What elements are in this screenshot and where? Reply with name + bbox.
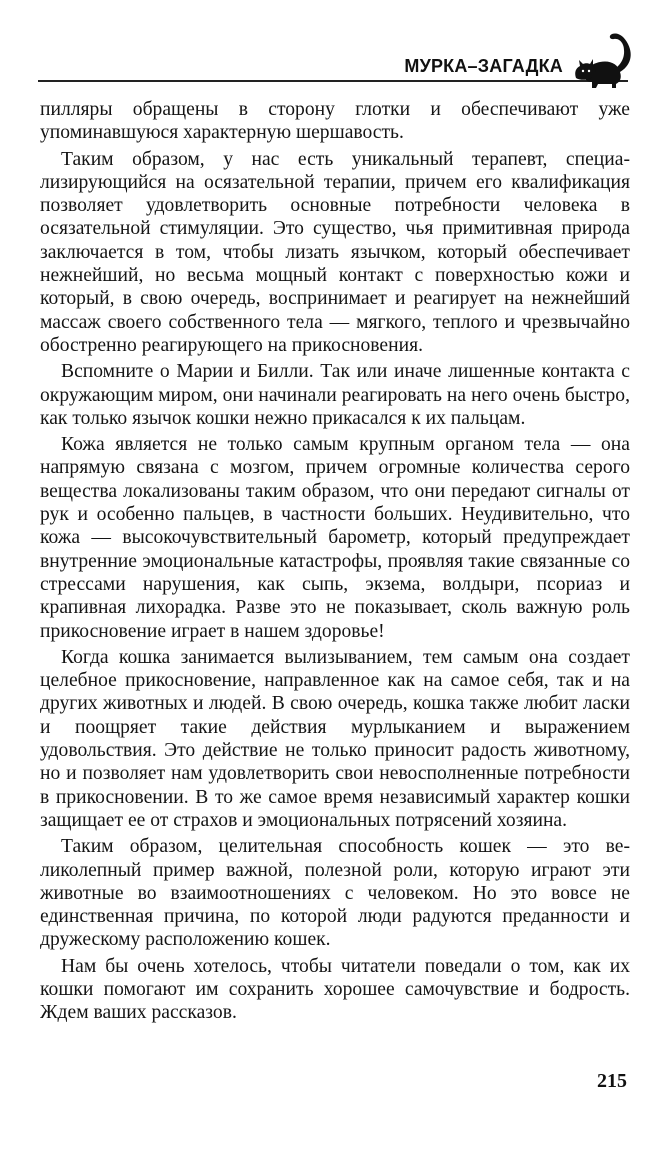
body-text	[40, 98, 630, 1025]
paragraph-7: Нам бы очень хотелось, чтобы читатели поведали о том, как их кошки помогают им сохранить хорошее самочувствие и бодрость. Ждем ваших рассказов.	[40, 955, 630, 1024]
page-number: 215	[597, 1070, 627, 1092]
header-rule	[38, 80, 628, 82]
paragraph-1: пилляры обращены в сторону глотки и обеспечивают уже упоминавшуюся характерную шершавость.	[40, 99, 630, 144]
running-title: МУРКА–ЗАГАДКА	[404, 56, 563, 76]
page-header	[0, 0, 663, 96]
paragraph-4: Кожа является не только самым крупным органом тела — она напрямую связана с мозгом, причем огромные количества серого вещества локализованы таким образом, что они передают сигналы от рук и особенно пальцев, в частности больших. Неудивительно, что кожа — высокочувствительный барометр, который предупреждает внутренние эмоциональные катастрофы, проявляя такие связанные со стрессами нарушения, как сыпь, экзема, волдыри, псориаз и крапивная лихорадка. Разве это не показывает, сколь важную роль прикосновение играет в нашем здоровье!	[40, 434, 630, 642]
paragraph-6: Таким образом, целительная способность кошек — это великолепный пример важной, полезной роли, которую играют эти животные во взаимоотношениях с человеком. Но это вовсе не единственная причина, по которой люди радуются преданности и дружескому расположению кошек.	[40, 836, 630, 951]
paragraph-3: Вспомните о Марии и Билли. Так или иначе лишенные контакта с окружающим миром, они начинали реагировать на него очень быстро, как только язычок кошки нежно прикасался к их пальцам.	[40, 361, 630, 429]
paragraph-2: Таким образом, у нас есть уникальный терапевт, специализирующийся на осязательной терапии, причем его квалификация позволяет удовлетворить основные потребности человека в осязательной стимуляции. Это существо, чья примитивная природа заключается в том, чтобы лизать язычком, который обеспечивает нежнейший, но весьма мощный контакт с поверхностью кожи и который, в свою очередь, воспринимает и реагирует на нежнейший массаж своего собственного тела — мягкого, теплого и чрезвычайно обостренно реагирующего на прикосновения.	[40, 148, 630, 356]
cat-silhouette-icon	[572, 18, 636, 90]
paragraph-5: Когда кошка занимается вылизыванием, тем самым она создает целебное прикосновение, направленное как на самое себя, так и на других животных и людей. В свою очередь, кошка также любит ласки и поощряет такие действия мурлыканием и выражением удовольствия. Это действие не только приносит радость животному, но и позволяет нам удовлетворить свои невосполненные потребности в прикосновении. В то же самое время независимый характер кошки защищает ее от страхов и эмоциональных потрясений хозяина.	[40, 646, 630, 831]
